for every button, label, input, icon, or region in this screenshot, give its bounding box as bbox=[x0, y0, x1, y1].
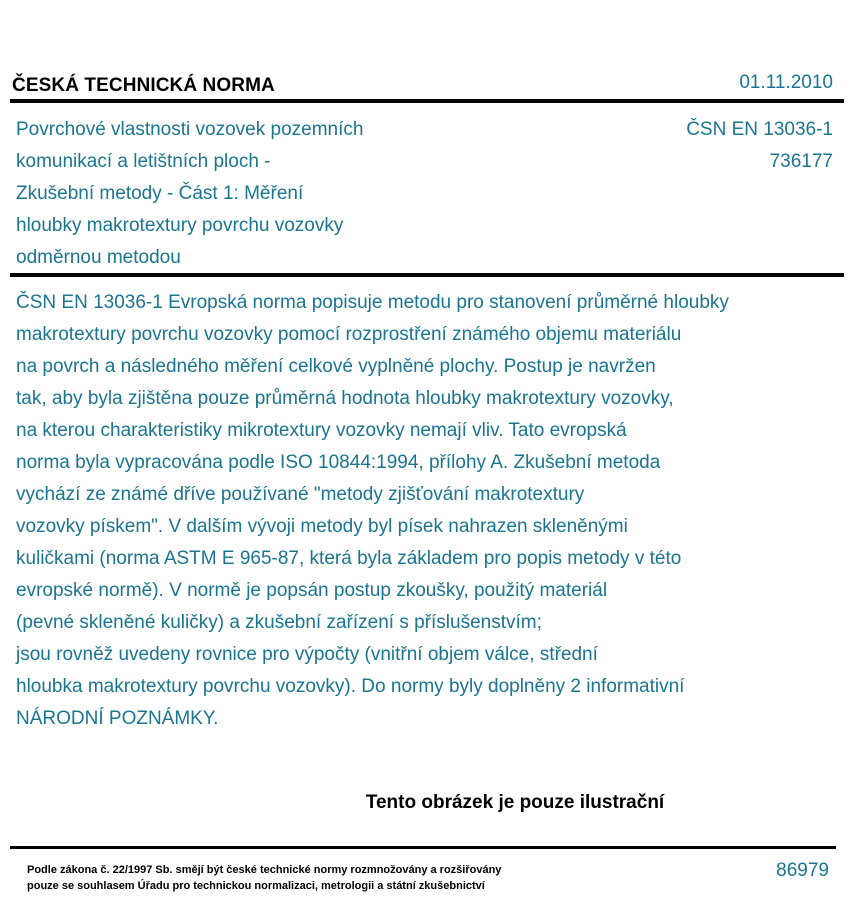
legal-line: Podle zákona č. 22/1997 Sb. smějí být české technické normy rozmnožovány a rozšiřovány bbox=[27, 864, 502, 876]
document-number: 86979 bbox=[776, 860, 829, 881]
abstract-line: evropské normě). V normě je popsán postup zkoušky, použitý materiál bbox=[16, 580, 608, 601]
standard-title bbox=[16, 114, 436, 274]
title-line: komunikací a letištních ploch - bbox=[16, 151, 271, 172]
abstract-line: (pevné skleněné kuličky) a zkušební zařízení s příslušenstvím; bbox=[16, 612, 542, 633]
abstract-line: vozovky pískem". V dalším vývoji metody byl písek nahrazen skleněnými bbox=[16, 516, 628, 537]
header-rule bbox=[10, 99, 844, 103]
legal-notice bbox=[27, 862, 501, 894]
abstract-line: ČSN EN 13036-1 Evropská norma popisuje metodu pro stanovení průměrné hloubky bbox=[16, 292, 729, 313]
title-line: odměrnou metodou bbox=[16, 247, 181, 268]
footer-rule bbox=[10, 846, 836, 849]
title-line: hloubky makrotextury povrchu vozovky bbox=[16, 215, 344, 236]
norm-label: ČESKÁ TECHNICKÁ NORMA bbox=[12, 75, 275, 96]
abstract-line: na kterou charakteristiky mikrotextury vozovky nemají vliv. Tato evropská bbox=[16, 420, 627, 441]
abstract-line: tak, aby byla zjištěna pouze průměrná hodnota hloubky makrotextury vozovky, bbox=[16, 388, 674, 409]
abstract-line: kuličkami (norma ASTM E 965-87, která byla základem pro popis metody v této bbox=[16, 548, 682, 569]
standard-code: ČSN EN 13036-1 bbox=[686, 119, 833, 140]
illustration-caption: Tento obrázek je pouze ilustrační bbox=[365, 792, 665, 813]
abstract-line: hloubka makrotextury povrchu vozovky). Do normy byly doplněny 2 informativní bbox=[16, 676, 685, 697]
title-line: Povrchové vlastnosti vozovek pozemních bbox=[16, 119, 364, 140]
title-rule bbox=[10, 273, 844, 277]
class-number: 736177 bbox=[769, 151, 833, 172]
legal-line: pouze se souhlasem Úřadu pro technickou normalizaci, metrologii a státní zkušebnictví bbox=[27, 880, 485, 892]
abstract-line: vychází ze známé dříve používané "metody zjišťování makrotextury bbox=[16, 484, 585, 505]
abstract-text bbox=[16, 287, 846, 735]
standard-identifiers bbox=[686, 114, 833, 178]
abstract-line: na povrch a následného měření celkové vyplněné plochy. Postup je navržen bbox=[16, 356, 656, 377]
title-line: Zkušební metody - Část 1: Měření bbox=[16, 183, 304, 204]
abstract-line: jsou rovněž uvedeny rovnice pro výpočty (vnitřní objem válce, střední bbox=[16, 644, 598, 665]
abstract-line: norma byla vypracována podle ISO 10844:1994, přílohy A. Zkušební metoda bbox=[16, 452, 661, 473]
abstract-line: NÁRODNÍ POZNÁMKY. bbox=[16, 708, 219, 729]
publication-date: 01.11.2010 bbox=[739, 72, 833, 93]
abstract-line: makrotextury povrchu vozovky pomocí rozprostření známého objemu materiálu bbox=[16, 324, 682, 345]
